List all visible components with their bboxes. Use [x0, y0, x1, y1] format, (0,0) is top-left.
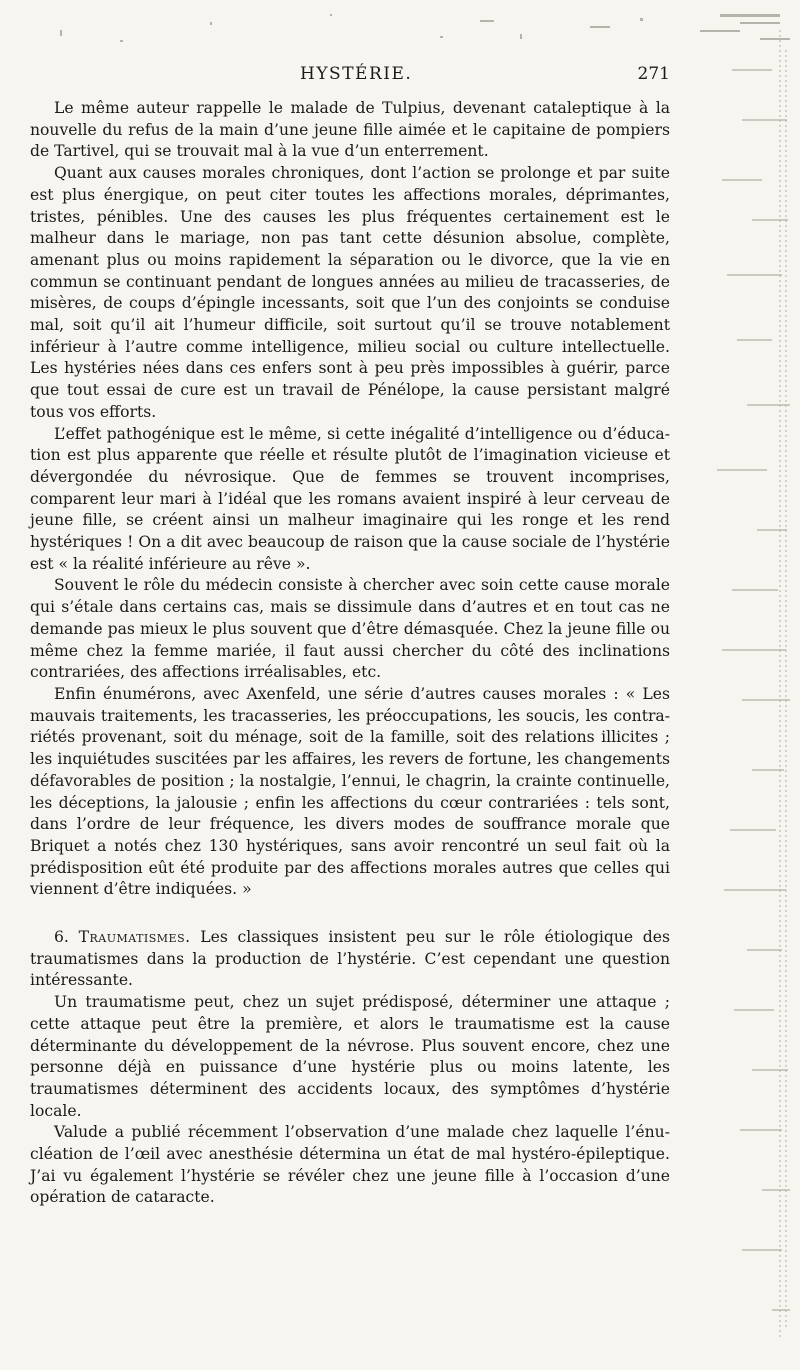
paragraph: Souvent le rôle du médecin consiste à chercher avec soin cette cause morale qui s’étale dans certains cas, mais se dissimule dans d’autres et en tout cas ne demande pas mieux le plus souvent que d’être démasquée. Chez la jeune fille ou même chez la femme mariée, il faut aussi chercher du côté des inclinations contrariées, des affections irréalisables, etc.	[30, 576, 670, 682]
running-title: HYSTÉRIE.	[300, 64, 413, 84]
paragraph: Valude a publié récemment l’observation d’une malade chez laquelle l’énucléation de l’œil avec anesthésie détermina un état de mal hystéro-épileptique. J’ai vu également l’hystérie se révéler chez une jeune fille à l’occasion d’une opération de cataracte.	[30, 1123, 670, 1207]
print-bleed-top	[0, 0, 800, 50]
paragraph: Enfin énumérons, avec Axenfeld, une série d’autres causes morales : « Les mauvais traitements, les tracasseries, les préoccupations, les soucis, les contrariétés provenant, soit du ménage, soit de la famille, soit des relations illicites ; les inquiétudes suscitées par les affaires, les revers de fortune, les changements défavorables de position ; la nostalgie, l’ennui, le chagrin, la crainte continuelle, les déceptions, la jalousie ; enfin les affections du cœur contrariées : tels sont, dans l’ordre de leur fréquence, les divers modes de souffrance morale que Briquet a notés chez 130 hystériques, sans avoir rencontré un seul fait où la prédisposition eût été produite par des affections morales autres que celles qui viennent d’être indiquées. »	[30, 684, 670, 899]
section-heading-paragraph	[30, 927, 670, 992]
paragraph: Quant aux causes morales chroniques, dont l’action se prolonge et par suite est plus énergique, on peut citer toutes les affections morales, déprimantes, tristes, pénibles. Une des causes les plus fréquentes certainement est le malheur dans le mariage, non pas tant cette désunion absolue, complète, amenant plus ou moins rapidement la séparation ou le divorce, que la vie en commun se continuant pendant de longues années au milieu de tracasseries, de misères, de coups d’épingle incessants, soit que l’un des conjoints se conduise mal, soit qu’il ait l’humeur difficile, soit surtout qu’il se trouve notablement inférieur à l’autre comme intelligence, milieu social ou culture intellectuelle. Les hystéries nées dans ces enfers sont à peu près impossibles à guérir, parce que tout essai de cure est un travail de Pénélope, la cause persistant malgré tous vos efforts.	[30, 164, 670, 421]
paragraph: Le même auteur rappelle le malade de Tulpius, devenant cataleptique à la nouvelle du refus de la main d’une jeune fille aimée et le capitaine de pompiers de Tartivel, qui se trouvait mal à la vue d’un enterrement.	[30, 99, 670, 161]
section-title: Traumatismes.	[78, 928, 191, 947]
paragraph: L’effet pathogénique est le même, si cette inégalité d’intelligence ou d’éducation est plus apparente que réelle et résulte plutôt de l’imagination vicieuse et dévergondée du névrosique. Que de femmes se trouvent incomprises, comparent leur mari à l’idéal que les romans avaient inspiré à leur cerveau de jeune fille, se créent ainsi un malheur imaginaire qui les ronge et les rend hystériques ! On a dit avec beaucoup de raison que la cause sociale de l’hystérie est « la réalité inférieure au rêve ».	[30, 424, 670, 573]
section-lead-text: Les classiques insistent peu sur le rôle étiologique des traumatismes dans la production de l’hystérie. C’est cependant une question intéressante.	[30, 928, 670, 990]
section-traumatismes	[30, 927, 670, 1209]
paragraph: Un traumatisme peut, chez un sujet prédisposé, déterminer une attaque ; cette attaque peut être la première, et alors le traumatisme est la cause déterminante du développement de la névrose. Plus souvent encore, chez une personne déjà en puissance d’une hystérie plus ou moins latente, les traumatismes déterminent des accidents locaux, des symptômes d’hystérie locale.	[30, 993, 670, 1120]
section-spacer	[30, 901, 670, 927]
book-page	[30, 64, 670, 1209]
running-head	[30, 64, 670, 94]
page-number: 271	[637, 64, 670, 84]
section-number: 6.	[54, 928, 69, 947]
print-bleed-margin	[712, 10, 792, 1350]
body-text	[30, 98, 670, 901]
